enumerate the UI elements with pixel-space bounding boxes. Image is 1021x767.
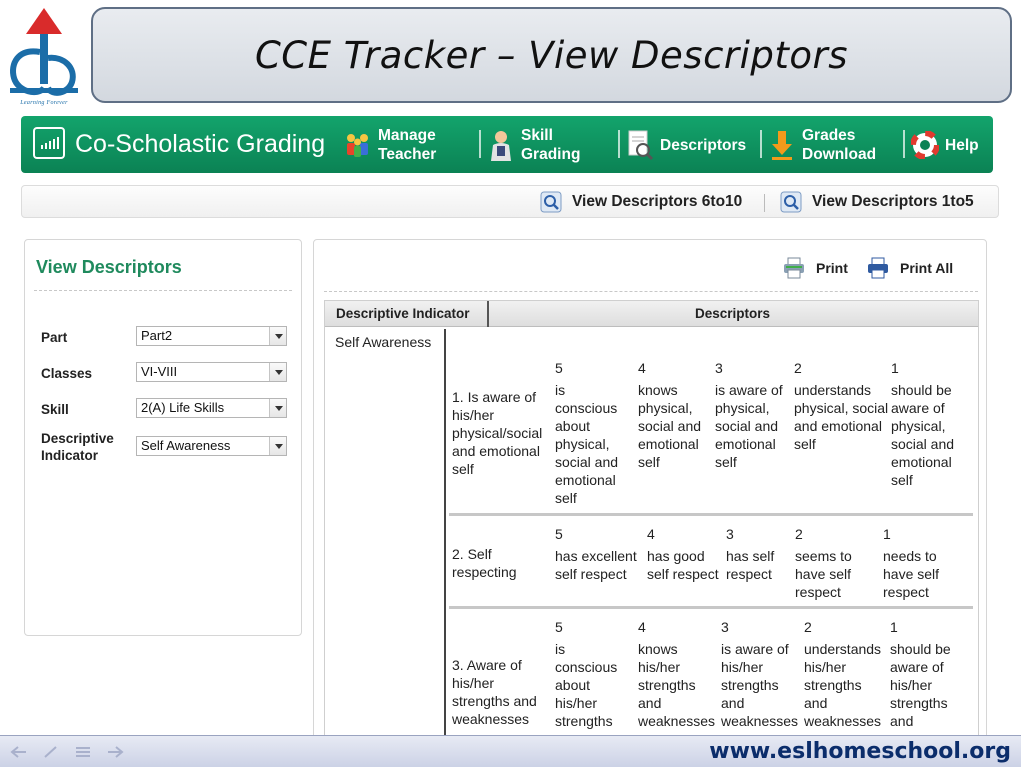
print-button[interactable] [782, 257, 848, 279]
grade-cell: 1 [883, 526, 891, 542]
grade-cell: 1 [890, 619, 898, 635]
magnifier-icon [540, 191, 562, 213]
nav-manage-teacher[interactable] [344, 124, 436, 166]
chevron-down-icon[interactable] [269, 327, 286, 345]
view-descriptors-1to5-label: View Descriptors 1to5 [812, 193, 974, 210]
pen-icon[interactable] [42, 745, 60, 759]
part-label: Part [41, 330, 68, 345]
chevron-down-icon[interactable] [269, 399, 286, 417]
grade-cell: 5 [555, 619, 563, 635]
descriptor-text: is conscious about physical, social and emotional self [555, 382, 619, 506]
nav-manage-teacher-line2: Teacher [378, 146, 437, 163]
descriptor-item-1: 1. Is aware of his/her physical/social and emotional self [452, 389, 543, 477]
menu-icon[interactable] [74, 745, 92, 759]
descriptor-text: has excellent self respect [555, 548, 637, 582]
filter-panel [24, 239, 302, 636]
chevron-down-icon[interactable] [269, 363, 286, 381]
row-divider [449, 513, 973, 516]
nav-skill-grading[interactable] [487, 124, 580, 166]
descriptors-panel [313, 239, 987, 739]
nav-grades-download[interactable] [768, 124, 876, 166]
divider [324, 291, 978, 292]
slide-title-banner [91, 7, 1012, 103]
chevron-down-icon[interactable] [269, 437, 286, 455]
descriptors-table [324, 300, 979, 739]
grade-cell: 2 [794, 360, 802, 376]
descriptor-text: knows his/her strengths and weaknesses [638, 641, 716, 729]
descriptor-text: understands physical, social and emotional self [794, 382, 889, 452]
print-all-label: Print All [900, 260, 954, 276]
grade-cell: 1 [891, 360, 899, 376]
part-select[interactable] [136, 326, 287, 346]
document-search-icon [626, 129, 654, 161]
descriptor-item-3: 3. Aware of his/her strengths and weaknesses [452, 657, 537, 727]
slide-title: CCE Tracker – View Descriptors [254, 33, 849, 77]
part-select-value: Part2 [141, 328, 173, 343]
descriptor-text: should be aware of his/her strengths and [890, 641, 951, 729]
magnifier-icon [780, 191, 802, 213]
grade-cell: 5 [555, 526, 563, 542]
print-label: Print [816, 260, 848, 276]
subnav-divider [764, 194, 765, 212]
nav-grades-download-line2: Download [802, 146, 877, 163]
app-title: Co-Scholastic Grading [75, 130, 326, 158]
nav-help[interactable] [911, 124, 979, 166]
skill-select[interactable] [136, 398, 287, 418]
teacher-icon [487, 129, 515, 161]
header-divider [487, 301, 489, 327]
descriptor-text: should be aware of physical, social and emotional self [891, 382, 955, 488]
grade-cell: 2 [795, 526, 803, 542]
descriptor-text: is conscious about his/her strengths [555, 641, 618, 729]
descriptor-text: needs to have self respect [883, 548, 940, 600]
descriptor-text: is aware of his/her strengths and weaknesses [721, 641, 799, 729]
nav-divider [618, 130, 620, 158]
indicator-cell: Self Awareness [335, 334, 432, 350]
download-arrow-icon [768, 129, 796, 161]
back-arrow-icon[interactable] [10, 745, 28, 759]
row-divider [449, 606, 973, 609]
skill-label: Skill [41, 402, 69, 417]
nav-manage-teacher-line1: Manage [378, 127, 436, 144]
classes-label: Classes [41, 366, 93, 381]
descriptive-indicator-label-line2: Indicator [41, 448, 99, 463]
slide-controls [10, 745, 124, 759]
grade-cell: 2 [804, 619, 812, 635]
descriptor-text: understands his/her strengths and weaknesses [804, 641, 882, 729]
grade-cell: 4 [638, 619, 646, 635]
school-logo [4, 4, 84, 108]
sub-navbar [21, 185, 999, 218]
descriptor-text: has good self respect [647, 548, 719, 582]
nav-help-label: Help [945, 136, 979, 154]
descriptive-indicator-label [41, 430, 114, 464]
table-header-row [325, 301, 978, 327]
grade-cell: 3 [715, 360, 723, 376]
printer-icon [782, 257, 806, 279]
descriptive-indicator-select[interactable] [136, 436, 287, 456]
print-all-button[interactable] [866, 257, 953, 279]
header-descriptors: Descriptors [695, 306, 771, 321]
nav-skill-grading-line1: Skill [521, 127, 553, 144]
logo-emblem-icon [4, 4, 84, 100]
view-descriptors-6to10-label: View Descriptors 6to10 [572, 193, 743, 210]
people-icon [344, 129, 372, 161]
classes-select[interactable] [136, 362, 287, 382]
nav-divider [479, 130, 481, 158]
lifebuoy-icon [911, 129, 939, 161]
skill-select-value: 2(A) Life Skills [141, 400, 225, 415]
descriptor-item-2: 2. Self respecting [452, 546, 517, 580]
classes-select-value: VI-VIII [141, 364, 178, 379]
filter-panel-title: View Descriptors [36, 257, 182, 277]
forward-arrow-icon[interactable] [106, 745, 124, 759]
grade-cell: 5 [555, 360, 563, 376]
signal-bars-icon [33, 127, 65, 159]
descriptor-text: has self respect [726, 548, 775, 582]
grade-cell: 3 [721, 619, 729, 635]
grade-cell: 4 [638, 360, 646, 376]
descriptive-indicator-label-line1: Descriptive [41, 431, 114, 446]
divider [34, 290, 292, 291]
descriptive-indicator-select-value: Self Awareness [141, 438, 231, 453]
grade-cell: 3 [726, 526, 734, 542]
descriptor-text: knows physical, social and emotional self [638, 382, 702, 470]
view-descriptors-6to10-link[interactable] [540, 190, 742, 214]
printer-all-icon [866, 257, 890, 279]
nav-grades-download-line1: Grades [802, 127, 856, 144]
table-divider [444, 329, 446, 739]
nav-divider [903, 130, 905, 158]
nav-descriptors-label: Descriptors [660, 136, 747, 154]
descriptor-text: is aware of physical, social and emotional self [715, 382, 783, 470]
grade-cell: 4 [647, 526, 655, 542]
logo-tagline: Learning Forever [20, 100, 68, 106]
nav-divider [760, 130, 762, 158]
nav-skill-grading-line2: Grading [521, 146, 581, 163]
nav-descriptors[interactable] [626, 124, 746, 166]
view-descriptors-1to5-link[interactable] [780, 190, 974, 214]
slide-footer [0, 735, 1021, 767]
footer-url: www.eslhomeschool.org [709, 739, 1011, 764]
header-descriptive-indicator: Descriptive Indicator [336, 306, 470, 321]
descriptor-text: seems to have self respect [795, 548, 852, 600]
top-navbar [21, 116, 993, 173]
